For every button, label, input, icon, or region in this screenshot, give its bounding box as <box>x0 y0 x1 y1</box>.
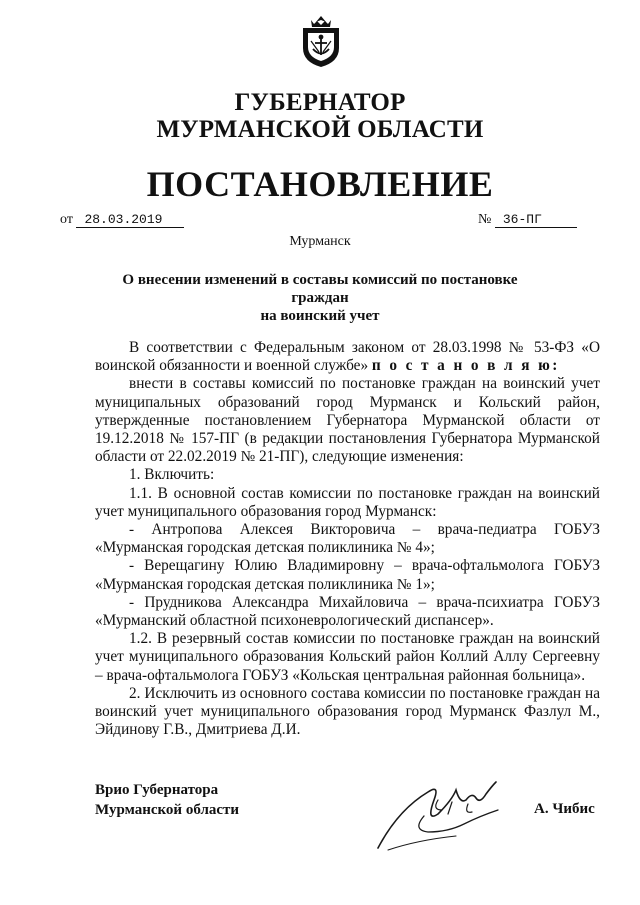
date-value: 28.03.2019 <box>76 212 184 228</box>
body-paragraph-2: внести в составы комиссий по постановке граждан на воинский учет муниципальных образований город Мурманск и Кольский район, утвержденные постановлением Губернатора Мурманской области от 19.12.2018 № 157-ПГ (в редакции постановления Губернатора Мурманской области от 22.02.2019 № 21-ПГ), следующие изменения: <box>95 375 600 466</box>
subject-line-2: на воинский учет <box>260 308 380 324</box>
signer-position-line-2: Мурманской области <box>95 802 240 818</box>
body-paragraph-9: 2. Исключить из основного состава комиссии по постановке граждан на воинский учет муниципального образования город Мурманск Фазлул М., Эйдинову Г.В., Дмитриева Д.И. <box>95 684 600 739</box>
number-value: 36-ПГ <box>495 212 577 228</box>
signer-name: А. Чибис <box>534 801 595 817</box>
decree-word: п о с т а н о в л я ю: <box>371 357 560 375</box>
signer-position <box>95 780 239 820</box>
number-prefix: № <box>478 212 492 227</box>
governor-title: ГУБЕРНАТОР <box>234 89 406 116</box>
document-subject <box>96 271 544 325</box>
coat-of-arms-icon <box>299 14 343 68</box>
subject-line-1: О внесении изменений в составы комиссий по постановке граждан <box>122 272 518 306</box>
city: Мурманск <box>289 234 351 249</box>
body-paragraph-3: 1. Включить: <box>129 466 215 484</box>
body-paragraph-4: 1.1. В основной состав комиссии по постановке граждан на воинский учет муниципального образования город Мурманск: <box>95 484 600 520</box>
handwritten-signature <box>368 770 518 860</box>
document-number <box>478 212 577 228</box>
document-date <box>60 212 184 228</box>
body-paragraph-8: 1.2. В резервный состав комиссии по постановке граждан на воинский учет муниципального образования Кольский район Коллий Аллу Сергеевну – врача-офтальмолога ГОБУЗ «Кольская центральная районная больница». <box>95 630 600 684</box>
legal-basis: В соответствии с Федеральным законом от 28.03.1998 № 53-ФЗ «О воинской обязанности и военной службе» <box>95 339 600 375</box>
list-item: - Верещагину Юлию Владимировну – врача-офтальмолога ГОБУЗ «Мурманская городская детская поликлиника № 1»; <box>95 557 600 593</box>
list-item: - Прудникова Александра Михайловича – врача-психиатра ГОБУЗ «Мурманский областной психоневрологический диспансер». <box>95 593 600 630</box>
body-paragraph-1 <box>95 339 600 375</box>
signer-position-line-1: Врио Губернатора <box>95 782 219 798</box>
document-body <box>95 339 600 739</box>
date-prefix: от <box>60 212 73 227</box>
region-title: МУРМАНСКОЙ ОБЛАСТИ <box>156 116 484 143</box>
document-type: ПОСТАНОВЛЕНИЕ <box>146 164 494 204</box>
list-item: - Антропова Алексея Викторовича – врача-педиатра ГОБУЗ «Мурманская городская детская поликлиника № 4»; <box>95 521 600 557</box>
